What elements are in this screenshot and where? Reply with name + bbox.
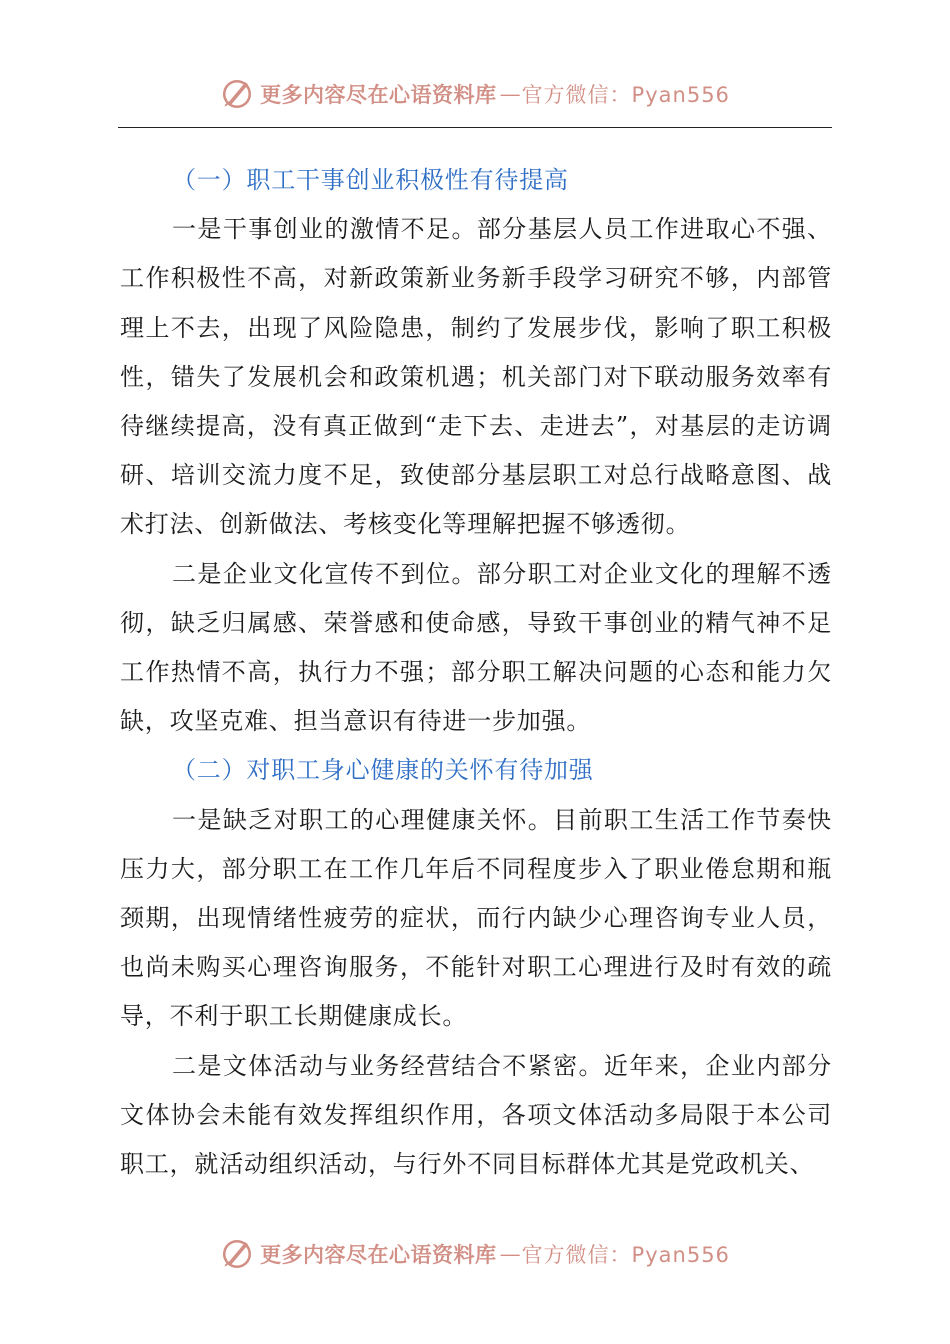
section-heading: （一）职工干事创业积极性有待提高: [172, 166, 569, 194]
quill-logo-icon: [220, 1237, 254, 1271]
body-paragraph: 二是企业文化宣传不到位。部分职工对企业文化的理解不透彻，缺乏归属感、荣誉感和使命感，导致干事创业的精气神不足工作热情不高，执行力不强；部分职工解决问题的心态和能力欠缺，攻坚克难、担当意识有待进一步加强。: [120, 559, 832, 736]
body-paragraph: 二是文体活动与业务经营结合不紧密。近年来，企业内部分文体协会未能有效发挥组织作用，各项文体活动多局限于本公司职工，就活动组织活动，与行外不同目标群体尤其是党政机关、: [120, 1051, 832, 1179]
document-body: [120, 156, 832, 1189]
header-watermark-banner: [0, 72, 950, 116]
body-paragraph: 一是干事创业的激情不足。部分基层人员工作进取心不强、工作积极性不高，对新政策新业务新手段学习研究不够，内部管理上不去，出现了风险隐患，制约了发展步伐，影响了职工积极性，错失了发展机会和政策机遇；机关部门对下联动服务效率有待继续提高，没有真正做到“走下去、走进去”，对基层的走访调研、培训交流力度不足，致使部分基层职工对总行战略意图、战术打法、创新做法、考核变化等理解把握不够透彻。: [120, 215, 832, 539]
quill-logo-icon: [220, 77, 254, 111]
footer-watermark-banner: [0, 1232, 950, 1276]
body-paragraph: 一是缺乏对职工的心理健康关怀。目前职工生活工作节奏快压力大，部分职工在工作几年后不同程度步入了职业倦怠期和瓶颈期，出现情绪性疲劳的症状，而行内缺少心理咨询专业人员，也尚未购买心理咨询服务，不能针对职工心理进行及时有效的疏导，不利于职工长期健康成长。: [120, 805, 832, 1031]
header-divider: [118, 127, 832, 128]
section-heading: （二）对职工身心健康的关怀有待加强: [172, 756, 594, 785]
banner-wechat-text: 官方微信：Pyan556: [521, 1243, 730, 1267]
banner-dash: —: [499, 82, 519, 106]
banner-main-text: 更多内容尽在心语资料库: [260, 1242, 497, 1267]
banner-dash: —: [499, 1242, 519, 1266]
banner-main-text: 更多内容尽在心语资料库: [260, 82, 497, 107]
banner-wechat-text: 官方微信：Pyan556: [521, 83, 730, 107]
